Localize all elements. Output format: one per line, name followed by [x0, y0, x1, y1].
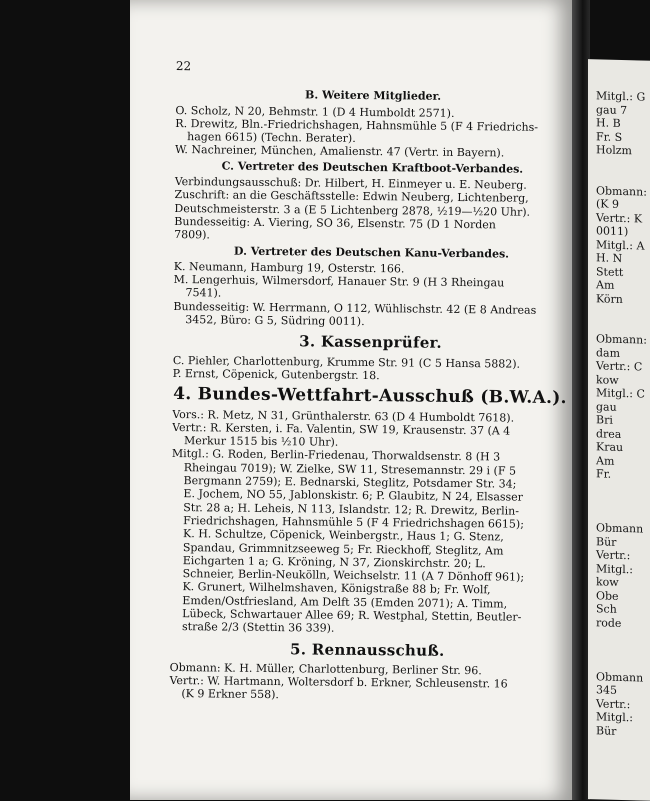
- fragment-line: Sch: [596, 602, 617, 616]
- fragment-line: Obmann: [596, 521, 644, 536]
- entry-line: Mitgl.: G. Roden, Berlin-Friedenau, Thorwaldsenstr. 8 (H 3: [171, 447, 501, 464]
- fragment-line: Bri: [596, 413, 613, 427]
- fragment-line: drea: [596, 426, 622, 441]
- entry-line: Spandau, Grimmnitzseeweg 5; Fr. Rieckhoff, Steglitz, Am: [182, 540, 504, 557]
- fragment-line: H. B: [596, 116, 621, 130]
- entry-line: Eichgarten 1 a; G. Kröning, N 37, Zionskirchstr. 20; L.: [182, 553, 486, 571]
- entry-line: Zuschrift: an die Geschäftsstelle: Edwin Neuberg, Lichtenberg,: [174, 188, 529, 206]
- entry-line: Vors.: R. Metz, N 31, Grünthalerstr. 63 (D 4 Humboldt 7618).: [172, 407, 515, 425]
- entry-line: O. Scholz, N 20, Behmstr. 1 (D 4 Humboldt 2571).: [175, 103, 455, 120]
- entry-line: Merkur 1515 bis ½10 Uhr).: [183, 434, 339, 449]
- fragment-line: Am: [596, 278, 615, 292]
- fragment-line: Mitgl.: G: [596, 89, 646, 104]
- entry-line: Emden/Ostfriesland, Am Delft 35 (Emden 2071); A. Timm,: [182, 593, 508, 611]
- fragment-line: Vertr.:: [596, 696, 631, 711]
- entry-line: K. Grunert, Wilhelmshaven, Königstraße 88 b; Fr. Wolf,: [182, 580, 491, 597]
- entry-line: Bundesseitig: A. Viering, SO 36, Elsenstr. 75 (D 1 Norden: [174, 214, 496, 232]
- entry-line: (K 9 Erkner 558).: [181, 687, 280, 702]
- fragment-line: Vertr.: K: [596, 210, 643, 225]
- entry-line: 7809).: [174, 228, 211, 242]
- entry-line: M. Lengerhuis, Wilmersdorf, Hanauer Str. 9 (H 3 Rheingau: [173, 273, 505, 290]
- fragment-line: dam: [596, 345, 621, 360]
- fragment-line: Mitgl.: A: [596, 237, 645, 253]
- page-content: [169, 60, 571, 705]
- section: [169, 639, 565, 705]
- entry-line: Obmann: K. H. Müller, Charlottenburg, Berliner Str. 96.: [169, 660, 482, 678]
- section-heading: 3. Kassenprüfer.: [299, 332, 443, 353]
- fragment-line: kow: [596, 575, 619, 589]
- fragment-line: Bür: [596, 534, 617, 549]
- fragment-line: Am: [596, 453, 615, 468]
- entry-line: Rheingau 7019); W. Zielke, SW 11, Stresemannstr. 29 i (F 5: [183, 460, 517, 478]
- fragment-line: 0011): [596, 224, 629, 239]
- entry-line: Lübeck, Schwartauer Allee 69; R. Westphal, Stettin, Beutler-: [182, 607, 522, 624]
- fragment-line: [588, 629, 650, 644]
- fragment-line: kow: [596, 372, 619, 387]
- entry-line: Deutschmeisterstr. 3 a (E 5 Lichtenberg 2878, ½19—½20 Uhr).: [174, 201, 531, 219]
- fragment-line: [588, 305, 650, 320]
- fragment-line: Mitgl.:: [596, 561, 633, 576]
- section-heading: D. Vertreter des Deutschen Kanu-Verbandes.: [233, 244, 510, 261]
- entry-line: K. H. Schultze, Cöpenick, Weinbergstr., Haus 1; G. Stenz,: [182, 527, 504, 544]
- entry-line: 3452, Büro: G 5, Südring 0011).: [185, 313, 365, 329]
- fragment-line: rode: [596, 615, 622, 630]
- section-heading: 5. Rennausschuß.: [289, 639, 445, 660]
- fragment-line: [588, 170, 650, 185]
- right-page-fragments: [588, 59, 650, 739]
- entry-line: Schneier, Berlin-Neukölln, Weichselstr. 11 (A 7 Dönhoff 961);: [182, 567, 525, 584]
- fragment-line: [588, 494, 650, 509]
- entry-line: E. Jochem, NO 55, Jablonskistr. 6; P. Glaubitz, N 24, Elsasser: [183, 487, 524, 504]
- section: [173, 334, 568, 384]
- entry-line: hagen 6615) (Techn. Berater).: [187, 130, 356, 146]
- entry-line: P. Ernst, Cöpenick, Gutenbergstr. 18.: [172, 366, 380, 383]
- fragment-line: gau 7: [596, 102, 628, 117]
- section-heading: B. Weitere Mitglieder.: [305, 88, 442, 104]
- fragment-line: Fr. S: [596, 129, 623, 144]
- right-page: [588, 59, 650, 801]
- fragment-line: Vertr.:: [596, 548, 631, 563]
- section-heading: C. Vertreter des Deutschen Kraftboot-Verbandes.: [221, 159, 524, 176]
- fragment-line: Krau: [596, 440, 624, 455]
- entry-line: Bergmann 2759); E. Bednarski, Steglitz, Potsdamer Str. 34;: [183, 474, 517, 491]
- section: [175, 87, 571, 161]
- fragment-line: Obmann:: [596, 332, 647, 347]
- fragment-line: Vertr.: C: [596, 359, 643, 374]
- entry-line: straße 2/3 (Stettin 36 339).: [181, 620, 335, 635]
- fragment-line: [588, 656, 650, 671]
- fragment-line: H. N: [596, 251, 623, 265]
- entry-line: C. Piehler, Charlottenburg, Krumme Str. 91 (C 5 Hansa 5882).: [172, 353, 521, 371]
- fragment-line: Obmann:: [596, 183, 647, 199]
- fragment-line: Obe: [596, 588, 619, 603]
- fragment-line: Fr.: [596, 467, 612, 481]
- fragment-line: Mitgl.:: [596, 710, 633, 725]
- fragment-line: Stett: [596, 264, 624, 279]
- section: [174, 159, 570, 246]
- entry-line: Friedrichshagen, Hahnsmühle 5 (F 4 Friedrichshagen 6615);: [183, 514, 525, 531]
- entry-line: Bundesseitig: W. Herrmann, O 112, Wühlischstr. 42 (E 8 Andreas: [173, 299, 537, 317]
- entry-line: Str. 28 a; H. Leheis, N 113, Islandstr. 12; R. Drewitz, Berlin-: [183, 500, 520, 518]
- fragment-line: gau: [596, 399, 617, 414]
- fragment-line: Obmann: [596, 669, 644, 685]
- entry-line: 7541).: [185, 286, 222, 300]
- fragment-line: (K 9: [596, 197, 620, 211]
- fragment-line: Mitgl.: C: [596, 386, 645, 401]
- entry-line: W. Nachreiner, München, Amalienstr. 47 (Vertr. in Bayern).: [174, 143, 505, 160]
- page-number: 22: [175, 59, 192, 74]
- fragment-line: Bür: [596, 723, 617, 738]
- section: [170, 384, 568, 637]
- sections: [169, 87, 570, 705]
- entry-line: Verbindungsausschuß: Dr. Hilbert, H. Einmeyer u. E. Neuberg.: [174, 175, 527, 192]
- entry-line: K. Neumann, Hamburg 19, Osterstr. 166.: [173, 259, 405, 276]
- entry-line: Vertr.: W. Hartmann, Woltersdorf b. Erkner, Schleusenstr. 16: [169, 674, 508, 691]
- entry-line: Vertr.: R. Kersten, i. Fa. Valentin, SW 19, Krausenstr. 37 (A 4: [172, 420, 511, 438]
- entry-line: R. Drewitz, Bln.-Friedrichshagen, Hahnsmühle 5 (F 4 Friedrichs-: [175, 116, 539, 134]
- fragment-line: Körn: [596, 291, 623, 306]
- section: [173, 244, 569, 331]
- section-heading: 4. Bundes-Wettfahrt-Ausschuß (B.W.A.).: [173, 384, 567, 409]
- fragment-line: 345: [596, 683, 617, 697]
- fragment-line: Holzm: [596, 143, 632, 158]
